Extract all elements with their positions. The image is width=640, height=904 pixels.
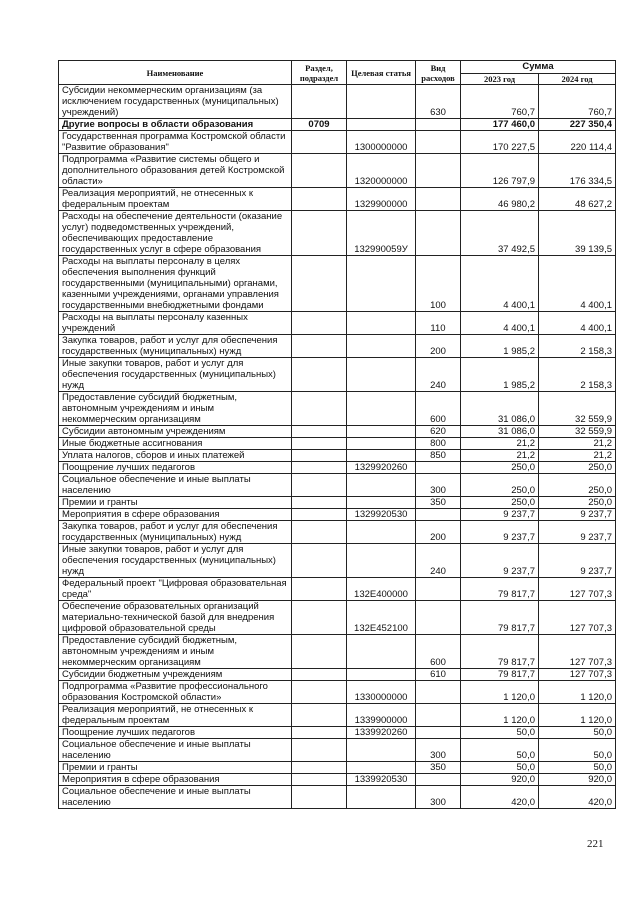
table-row: [59, 681, 616, 704]
row-target: [347, 256, 416, 312]
row-name: Поощрение лучших педагогов: [59, 727, 292, 739]
row-value-2024: 127 707,3: [539, 601, 616, 635]
row-section: [292, 154, 347, 188]
row-name: Государственная программа Костромской области "Развитие образования": [59, 131, 292, 154]
row-section: [292, 774, 347, 786]
row-value-2024: 127 707,3: [539, 669, 616, 681]
row-name: Социальное обеспечение и иные выплаты населению: [59, 786, 292, 809]
row-name: Федеральный проект "Цифровая образовательная среда": [59, 578, 292, 601]
row-value-2023: 50,0: [461, 739, 539, 762]
row-section: [292, 762, 347, 774]
row-type: 630: [416, 85, 461, 119]
row-value-2024: 760,7: [539, 85, 616, 119]
row-value-2023: 21,2: [461, 450, 539, 462]
budget-table: [58, 60, 616, 809]
row-target: [347, 786, 416, 809]
row-section: [292, 681, 347, 704]
row-type: 110: [416, 312, 461, 335]
row-name: Иные закупки товаров, работ и услуг для обеспечения государственных (муниципальных) нужд: [59, 358, 292, 392]
row-value-2024: 127 707,3: [539, 635, 616, 669]
row-name: Подпрограмма «Развитие системы общего и дополнительного образования детей Костромской области»: [59, 154, 292, 188]
row-value-2023: 4 400,1: [461, 256, 539, 312]
row-type: [416, 154, 461, 188]
row-section: [292, 450, 347, 462]
row-value-2024: 21,2: [539, 450, 616, 462]
row-section: 0709: [292, 119, 347, 131]
row-value-2023: 21,2: [461, 438, 539, 450]
row-value-2023: 79 817,7: [461, 578, 539, 601]
row-target: 1330000000: [347, 681, 416, 704]
row-name: Мероприятия в сфере образования: [59, 774, 292, 786]
row-target: 132Е400000: [347, 578, 416, 601]
row-type: [416, 681, 461, 704]
row-value-2024: 9 237,7: [539, 521, 616, 544]
table-row: [59, 188, 616, 211]
row-name: Социальное обеспечение и иные выплаты населению: [59, 474, 292, 497]
row-value-2023: 9 237,7: [461, 544, 539, 578]
row-type: [416, 188, 461, 211]
row-type: [416, 131, 461, 154]
row-name: Предоставление субсидий бюджетным, автономным учреждениям и иным некоммерческим организациям: [59, 392, 292, 426]
row-type: 610: [416, 669, 461, 681]
row-value-2024: 176 334,5: [539, 154, 616, 188]
row-value-2024: 920,0: [539, 774, 616, 786]
table-row: [59, 762, 616, 774]
row-section: [292, 85, 347, 119]
row-value-2024: 32 559,9: [539, 426, 616, 438]
row-target: [347, 119, 416, 131]
row-name: Расходы на выплаты персоналу в целях обеспечения выполнения функций государственными (муниципальными) органами, казенными учреждениями, органами управления государственными внебюджетными фондами: [59, 256, 292, 312]
row-section: [292, 739, 347, 762]
row-type: 850: [416, 450, 461, 462]
row-section: [292, 256, 347, 312]
row-section: [292, 474, 347, 497]
row-value-2024: 420,0: [539, 786, 616, 809]
row-target: 132Е452100: [347, 601, 416, 635]
row-type: [416, 704, 461, 727]
row-target: 132990059У: [347, 211, 416, 256]
row-type: [416, 774, 461, 786]
row-section: [292, 727, 347, 739]
row-target: [347, 85, 416, 119]
row-name: Субсидии автономным учреждениям: [59, 426, 292, 438]
row-section: [292, 578, 347, 601]
row-value-2023: 50,0: [461, 762, 539, 774]
row-section: [292, 669, 347, 681]
row-name: Социальное обеспечение и иные выплаты населению: [59, 739, 292, 762]
row-type: 100: [416, 256, 461, 312]
row-value-2024: 9 237,7: [539, 509, 616, 521]
row-type: 600: [416, 635, 461, 669]
row-type: 300: [416, 739, 461, 762]
row-type: 240: [416, 358, 461, 392]
table-row: [59, 739, 616, 762]
header-year-2024: 2024 год: [539, 74, 616, 85]
row-value-2024: 4 400,1: [539, 256, 616, 312]
row-value-2023: 31 086,0: [461, 426, 539, 438]
row-name: Закупка товаров, работ и услуг для обеспечения государственных (муниципальных) нужд: [59, 335, 292, 358]
row-value-2024: 48 627,2: [539, 188, 616, 211]
row-value-2023: 79 817,7: [461, 669, 539, 681]
row-name: Мероприятия в сфере образования: [59, 509, 292, 521]
row-target: [347, 497, 416, 509]
row-value-2024: 1 120,0: [539, 704, 616, 727]
row-value-2023: 9 237,7: [461, 509, 539, 521]
row-name: Субсидии некоммерческим организациям (за исключением государственных (муниципальных) учреждений): [59, 85, 292, 119]
row-name: Подпрограмма «Развитие профессионального образования Костромской области»: [59, 681, 292, 704]
budget-sheet: [58, 60, 615, 809]
row-target: 1339920260: [347, 727, 416, 739]
row-value-2024: 127 707,3: [539, 578, 616, 601]
row-value-2023: 250,0: [461, 474, 539, 497]
row-target: 1329920260: [347, 462, 416, 474]
table-row: [59, 154, 616, 188]
row-value-2023: 79 817,7: [461, 601, 539, 635]
table-row: [59, 635, 616, 669]
row-value-2023: 126 797,9: [461, 154, 539, 188]
table-row: [59, 450, 616, 462]
row-value-2023: 50,0: [461, 727, 539, 739]
row-value-2024: 50,0: [539, 762, 616, 774]
row-target: [347, 426, 416, 438]
row-value-2024: 32 559,9: [539, 392, 616, 426]
row-target: [347, 438, 416, 450]
row-type: 200: [416, 521, 461, 544]
row-section: [292, 131, 347, 154]
row-section: [292, 509, 347, 521]
row-value-2024: 9 237,7: [539, 544, 616, 578]
row-value-2024: 4 400,1: [539, 312, 616, 335]
row-name: Предоставление субсидий бюджетным, автономным учреждениям и иным некоммерческим организациям: [59, 635, 292, 669]
header-year-2023: 2023 год: [461, 74, 539, 85]
row-target: [347, 544, 416, 578]
table-row: [59, 521, 616, 544]
row-type: 200: [416, 335, 461, 358]
table-row: [59, 438, 616, 450]
page-number: 221: [587, 838, 604, 850]
row-section: [292, 704, 347, 727]
row-value-2023: 46 980,2: [461, 188, 539, 211]
row-section: [292, 635, 347, 669]
row-value-2023: 420,0: [461, 786, 539, 809]
row-type: 600: [416, 392, 461, 426]
row-name: Иные закупки товаров, работ и услуг для обеспечения государственных (муниципальных) нужд: [59, 544, 292, 578]
table-row: [59, 509, 616, 521]
row-name: Поощрение лучших педагогов: [59, 462, 292, 474]
row-section: [292, 335, 347, 358]
table-row: [59, 497, 616, 509]
row-target: 1320000000: [347, 154, 416, 188]
table-row: [59, 786, 616, 809]
row-target: [347, 474, 416, 497]
table-row: [59, 578, 616, 601]
row-value-2023: 177 460,0: [461, 119, 539, 131]
row-type: 620: [416, 426, 461, 438]
row-target: 1300000000: [347, 131, 416, 154]
table-row: [59, 85, 616, 119]
row-section: [292, 358, 347, 392]
row-type: [416, 601, 461, 635]
header-section: Раздел, подраздел: [292, 61, 347, 85]
row-type: 300: [416, 786, 461, 809]
row-value-2023: 79 817,7: [461, 635, 539, 669]
row-section: [292, 312, 347, 335]
row-target: 1329920530: [347, 509, 416, 521]
row-type: [416, 578, 461, 601]
row-target: [347, 450, 416, 462]
row-name: Закупка товаров, работ и услуг для обеспечения государственных (муниципальных) нужд: [59, 521, 292, 544]
row-type: 300: [416, 474, 461, 497]
row-name: Субсидии бюджетным учреждениям: [59, 669, 292, 681]
table-row: [59, 256, 616, 312]
row-value-2024: 21,2: [539, 438, 616, 450]
row-name: Обеспечение образовательных организаций материально-технической базой для внедрения цифровой образовательной среды: [59, 601, 292, 635]
row-value-2023: 250,0: [461, 497, 539, 509]
row-name: Иные бюджетные ассигнования: [59, 438, 292, 450]
row-value-2023: 9 237,7: [461, 521, 539, 544]
row-target: [347, 312, 416, 335]
row-section: [292, 786, 347, 809]
row-value-2023: 760,7: [461, 85, 539, 119]
row-name: Премии и гранты: [59, 762, 292, 774]
table-row: [59, 669, 616, 681]
table-row: [59, 474, 616, 497]
row-section: [292, 211, 347, 256]
row-value-2023: 37 492,5: [461, 211, 539, 256]
row-section: [292, 462, 347, 474]
header-target: Целевая статья: [347, 61, 416, 85]
row-section: [292, 497, 347, 509]
header-type: Вид расходов: [416, 61, 461, 85]
table-row: [59, 131, 616, 154]
row-target: 1339920530: [347, 774, 416, 786]
header-sum: Сумма: [461, 61, 616, 74]
row-type: [416, 211, 461, 256]
row-value-2023: 1 120,0: [461, 681, 539, 704]
row-value-2024: 250,0: [539, 497, 616, 509]
row-target: 1339900000: [347, 704, 416, 727]
row-name: Другие вопросы в области образования: [59, 119, 292, 131]
row-type: 240: [416, 544, 461, 578]
row-value-2024: 50,0: [539, 727, 616, 739]
row-target: [347, 635, 416, 669]
table-row: [59, 601, 616, 635]
row-name: Уплата налогов, сборов и иных платежей: [59, 450, 292, 462]
row-value-2023: 920,0: [461, 774, 539, 786]
header-name: Наименование: [59, 61, 292, 85]
table-row: [59, 312, 616, 335]
row-type: 800: [416, 438, 461, 450]
row-target: [347, 762, 416, 774]
table-row: [59, 544, 616, 578]
row-value-2023: 1 985,2: [461, 358, 539, 392]
row-target: [347, 669, 416, 681]
row-type: 350: [416, 497, 461, 509]
row-name: Реализация мероприятий, не отнесенных к федеральным проектам: [59, 704, 292, 727]
table-row: [59, 211, 616, 256]
table-row: [59, 392, 616, 426]
table-row: [59, 426, 616, 438]
row-value-2024: 250,0: [539, 474, 616, 497]
row-value-2023: 170 227,5: [461, 131, 539, 154]
row-section: [292, 544, 347, 578]
row-name: Реализация мероприятий, не отнесенных к федеральным проектам: [59, 188, 292, 211]
row-name: Расходы на выплаты персоналу казенных учреждений: [59, 312, 292, 335]
row-value-2024: 39 139,5: [539, 211, 616, 256]
row-value-2024: 227 350,4: [539, 119, 616, 131]
row-name: Расходы на обеспечение деятельности (оказание услуг) подведомственных учреждений, обеспечивающих предоставление государственных услуг в сфере образования: [59, 211, 292, 256]
row-section: [292, 188, 347, 211]
row-type: [416, 119, 461, 131]
row-value-2024: 2 158,3: [539, 358, 616, 392]
row-target: [347, 335, 416, 358]
row-target: [347, 521, 416, 544]
table-row: [59, 462, 616, 474]
row-target: [347, 392, 416, 426]
row-target: [347, 358, 416, 392]
row-value-2024: 1 120,0: [539, 681, 616, 704]
row-section: [292, 426, 347, 438]
row-section: [292, 392, 347, 426]
table-row: [59, 358, 616, 392]
row-value-2024: 50,0: [539, 739, 616, 762]
row-value-2024: 250,0: [539, 462, 616, 474]
table-row: [59, 727, 616, 739]
table-row: [59, 704, 616, 727]
table-row: [59, 774, 616, 786]
row-section: [292, 601, 347, 635]
row-target: [347, 739, 416, 762]
row-section: [292, 438, 347, 450]
row-type: [416, 462, 461, 474]
row-value-2024: 220 114,4: [539, 131, 616, 154]
row-value-2023: 31 086,0: [461, 392, 539, 426]
row-type: [416, 509, 461, 521]
row-value-2024: 2 158,3: [539, 335, 616, 358]
row-value-2023: 250,0: [461, 462, 539, 474]
row-name: Премии и гранты: [59, 497, 292, 509]
table-row: [59, 335, 616, 358]
row-value-2023: 1 120,0: [461, 704, 539, 727]
row-value-2023: 4 400,1: [461, 312, 539, 335]
row-target: 1329900000: [347, 188, 416, 211]
table-row: [59, 119, 616, 131]
row-value-2023: 1 985,2: [461, 335, 539, 358]
row-section: [292, 521, 347, 544]
row-type: [416, 727, 461, 739]
row-type: 350: [416, 762, 461, 774]
